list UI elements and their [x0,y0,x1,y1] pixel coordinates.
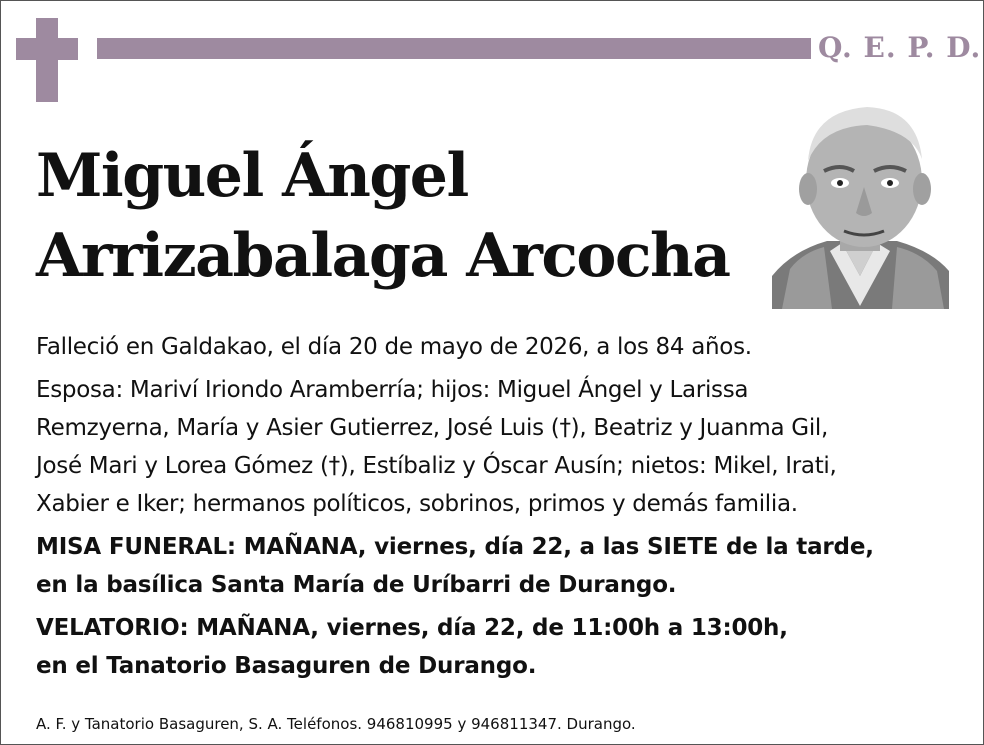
family-block [36,371,956,523]
funeral-line: en la basílica Santa María de Uríbarri de Durango. [36,572,677,598]
family-line: Remzyerna, María y Asier Gutierrez, José Luis (†), Beatriz y Juanma Gil, [36,415,829,441]
cross-icon-vertical [36,18,58,102]
deceased-name [36,136,730,296]
qepd-label: Q. E. P. D. [818,31,982,64]
funeral-line: MISA FUNERAL: MAÑANA, viernes, día 22, a las SIETE de la tarde, [36,534,874,560]
wake-line: en el Tanatorio Basaguren de Durango. [36,653,537,679]
family-line: Esposa: Mariví Iriondo Aramberría; hijos: Miguel Ángel y Larissa [36,377,749,403]
family-line: Xabier e Iker; hermanos políticos, sobrinos, primos y demás familia. [36,491,798,517]
name-line-1: Miguel Ángel [36,141,468,211]
wake-block [36,609,956,685]
portrait-photo [772,101,949,309]
cross-icon-horizontal [16,38,78,60]
notice-body [36,328,956,685]
wake-line: VELATORIO: MAÑANA, viernes, día 22, de 11:00h a 13:00h, [36,615,788,641]
name-line-2: Arrizabalaga Arcocha [36,221,730,291]
header-rule [97,38,811,59]
funeral-home-footer: A. F. y Tanatorio Basaguren, S. A. Teléfonos. 946810995 y 946811347. Durango. [36,715,636,733]
death-announcement: Falleció en Galdakao, el día 20 de mayo de 2026, a los 84 años. [36,334,752,360]
family-line: José Mari y Lorea Gómez (†), Estíbaliz y Óscar Ausín; nietos: Mikel, Irati, [36,453,837,479]
funeral-block [36,528,956,604]
